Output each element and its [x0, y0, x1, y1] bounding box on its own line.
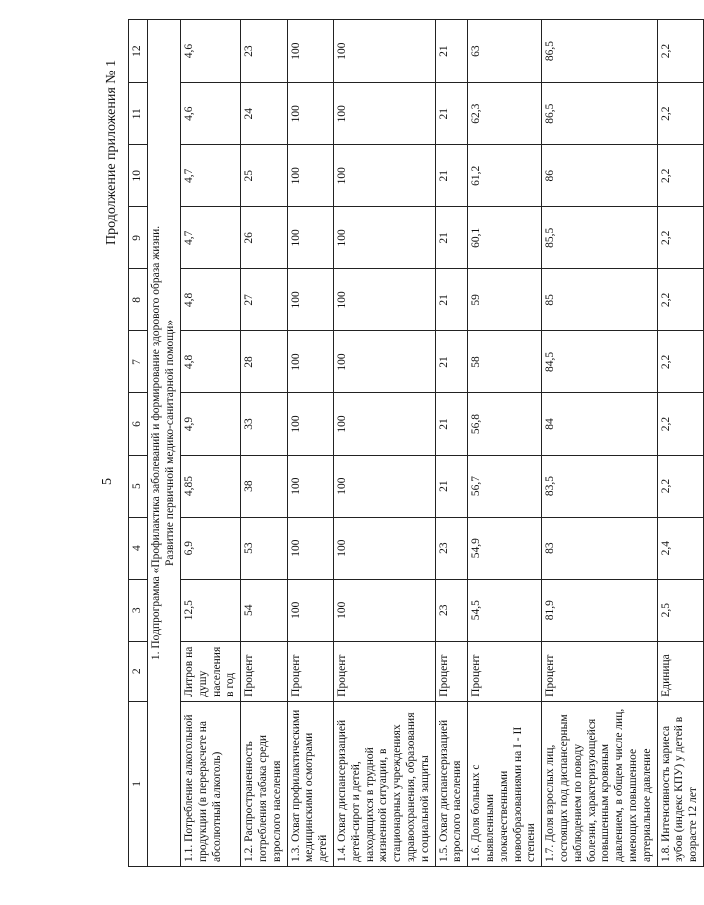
indicator-name: 1.8. Интенсивность кариеса зубов (индекс КПУ) у детей в возрасте 12 лет — [657, 701, 703, 866]
indicator-value: 28 — [241, 331, 287, 393]
indicator-value: 2,2 — [657, 393, 703, 455]
indicator-value: 100 — [333, 331, 435, 393]
indicator-value: 84,5 — [542, 331, 657, 393]
col-number: 8 — [129, 269, 148, 331]
col-number: 5 — [129, 455, 148, 517]
indicator-value: 2,2 — [657, 83, 703, 145]
indicator-value: 23 — [435, 517, 468, 579]
indicator-value: 100 — [287, 517, 333, 579]
table-row — [657, 20, 703, 867]
indicator-value: 2,4 — [657, 517, 703, 579]
col-number: 10 — [129, 145, 148, 207]
table-row — [241, 20, 287, 867]
indicator-value: 2,5 — [657, 579, 703, 641]
col-number: 9 — [129, 207, 148, 269]
table-row — [435, 20, 468, 867]
indicator-value: 100 — [333, 20, 435, 83]
indicator-value: 25 — [241, 145, 287, 207]
indicator-value: 56,8 — [468, 393, 542, 455]
table-row — [542, 20, 657, 867]
indicator-value: 100 — [287, 393, 333, 455]
indicator-value: 53 — [241, 517, 287, 579]
indicator-value: 21 — [435, 207, 468, 269]
indicator-name: 1.5. Охват диспансеризацией взрослого населения — [435, 701, 468, 866]
indicator-value: 100 — [333, 393, 435, 455]
indicator-value: 81,9 — [542, 579, 657, 641]
col-number: 7 — [129, 331, 148, 393]
indicator-value: 100 — [287, 455, 333, 517]
table-row — [468, 20, 542, 867]
indicator-name: 1.4. Охват диспансеризацией детей-сирот и детей, находящихся в трудной жизненной ситуации, в стационарных учреждениях здравоохранения, образования и социальной защиты — [333, 701, 435, 866]
indicator-value: 85 — [542, 269, 657, 331]
indicator-value: 38 — [241, 455, 287, 517]
indicator-value: 2,2 — [657, 20, 703, 83]
indicator-unit: Процент — [287, 641, 333, 701]
subprogram-title-line1: 1. Подпрограмма «Профилактика заболеваний и формирование здорового образа жизни. — [150, 225, 162, 661]
indicator-value: 100 — [333, 269, 435, 331]
table-row — [181, 20, 241, 867]
indicator-value: 4,6 — [181, 20, 241, 83]
subprogram-title-line2: Развитие первичной медико-санитарной помощи» — [163, 320, 176, 566]
indicator-unit: Процент — [241, 641, 287, 701]
indicator-value: 4,6 — [181, 83, 241, 145]
indicator-value: 100 — [333, 517, 435, 579]
indicator-value: 100 — [287, 83, 333, 145]
indicator-value: 2,2 — [657, 207, 703, 269]
indicator-value: 100 — [333, 145, 435, 207]
indicator-name: 1.6. Доля больных с выявленными злокачественными новообразованиями на I - II степени — [468, 701, 542, 866]
indicator-value: 100 — [333, 455, 435, 517]
subprogram-row — [148, 20, 181, 867]
indicator-value: 12,5 — [181, 579, 241, 641]
indicator-value: 21 — [435, 20, 468, 83]
indicator-value: 58 — [468, 331, 542, 393]
indicator-value: 100 — [287, 269, 333, 331]
indicator-value: 85,5 — [542, 207, 657, 269]
indicator-value: 2,2 — [657, 269, 703, 331]
indicator-value: 83,5 — [542, 455, 657, 517]
indicator-value: 26 — [241, 207, 287, 269]
indicator-value: 100 — [333, 579, 435, 641]
col-number: 4 — [129, 517, 148, 579]
indicator-value: 33 — [241, 393, 287, 455]
indicator-value: 4,7 — [181, 145, 241, 207]
indicator-value: 4,8 — [181, 331, 241, 393]
indicator-value: 21 — [435, 145, 468, 207]
indicator-value: 23 — [435, 579, 468, 641]
indicator-value: 4,9 — [181, 393, 241, 455]
indicator-value: 86,5 — [542, 83, 657, 145]
table-row — [333, 20, 435, 867]
indicator-value: 63 — [468, 20, 542, 83]
col-number: 2 — [129, 641, 148, 701]
indicator-value: 100 — [287, 145, 333, 207]
indicators-table — [128, 19, 704, 867]
table-row — [287, 20, 333, 867]
col-number: 6 — [129, 393, 148, 455]
subprogram-title — [148, 20, 181, 867]
indicator-value: 100 — [287, 579, 333, 641]
appendix-note: Продолжение приложения № 1 — [104, 59, 119, 245]
indicator-value: 27 — [241, 269, 287, 331]
col-number: 3 — [129, 579, 148, 641]
indicator-value: 23 — [241, 20, 287, 83]
indicator-name: 1.1. Потребление алкогольной продукции (в перерасчете на абсолютный алкоголь) — [181, 701, 241, 866]
indicator-value: 21 — [435, 269, 468, 331]
indicator-value: 100 — [287, 20, 333, 83]
indicator-name: 1.2. Распространенность потребления табака среди взрослого населения — [241, 701, 287, 866]
indicator-unit: Единица — [657, 641, 703, 701]
indicator-value: 21 — [435, 393, 468, 455]
indicator-value: 4,8 — [181, 269, 241, 331]
indicator-value: 56,7 — [468, 455, 542, 517]
indicator-unit: Литров на душу населения в год — [181, 641, 241, 701]
col-number: 11 — [129, 83, 148, 145]
indicator-value: 2,2 — [657, 331, 703, 393]
page-number: 5 — [100, 478, 115, 485]
indicator-value: 61,2 — [468, 145, 542, 207]
indicator-rows — [181, 20, 704, 867]
indicator-value: 6,9 — [181, 517, 241, 579]
indicator-value: 86 — [542, 145, 657, 207]
indicator-value: 4,85 — [181, 455, 241, 517]
indicator-value: 100 — [287, 207, 333, 269]
indicator-value: 24 — [241, 83, 287, 145]
col-number: 12 — [129, 20, 148, 83]
indicator-unit: Процент — [468, 641, 542, 701]
indicator-value: 100 — [333, 83, 435, 145]
column-number-row — [129, 20, 148, 867]
indicator-value: 62,3 — [468, 83, 542, 145]
indicator-unit: Процент — [542, 641, 657, 701]
indicator-value: 100 — [333, 207, 435, 269]
col-number: 1 — [129, 701, 148, 866]
indicator-unit: Процент — [435, 641, 468, 701]
indicator-value: 59 — [468, 269, 542, 331]
indicator-value: 84 — [542, 393, 657, 455]
indicator-value: 86,5 — [542, 20, 657, 83]
indicator-name: 1.3. Охват профилактическими медицинскими осмотрами детей — [287, 701, 333, 866]
indicator-value: 21 — [435, 331, 468, 393]
indicator-value: 54,9 — [468, 517, 542, 579]
indicator-value: 21 — [435, 83, 468, 145]
indicator-value: 60,1 — [468, 207, 542, 269]
indicator-value: 2,2 — [657, 455, 703, 517]
indicator-value: 2,2 — [657, 145, 703, 207]
indicator-value: 54,5 — [468, 579, 542, 641]
indicator-value: 100 — [287, 331, 333, 393]
indicator-name: 1.7. Доля взрослых лиц, состоящих под диспансерным наблюдением по поводу болезни, характеризующейся повышенным кровяным давлением, в общем числе лиц, имеющих повышенное артериальное давление — [542, 701, 657, 866]
indicator-value: 83 — [542, 517, 657, 579]
indicator-value: 4,7 — [181, 207, 241, 269]
indicator-unit: Процент — [333, 641, 435, 701]
indicator-value: 54 — [241, 579, 287, 641]
indicator-value: 21 — [435, 455, 468, 517]
